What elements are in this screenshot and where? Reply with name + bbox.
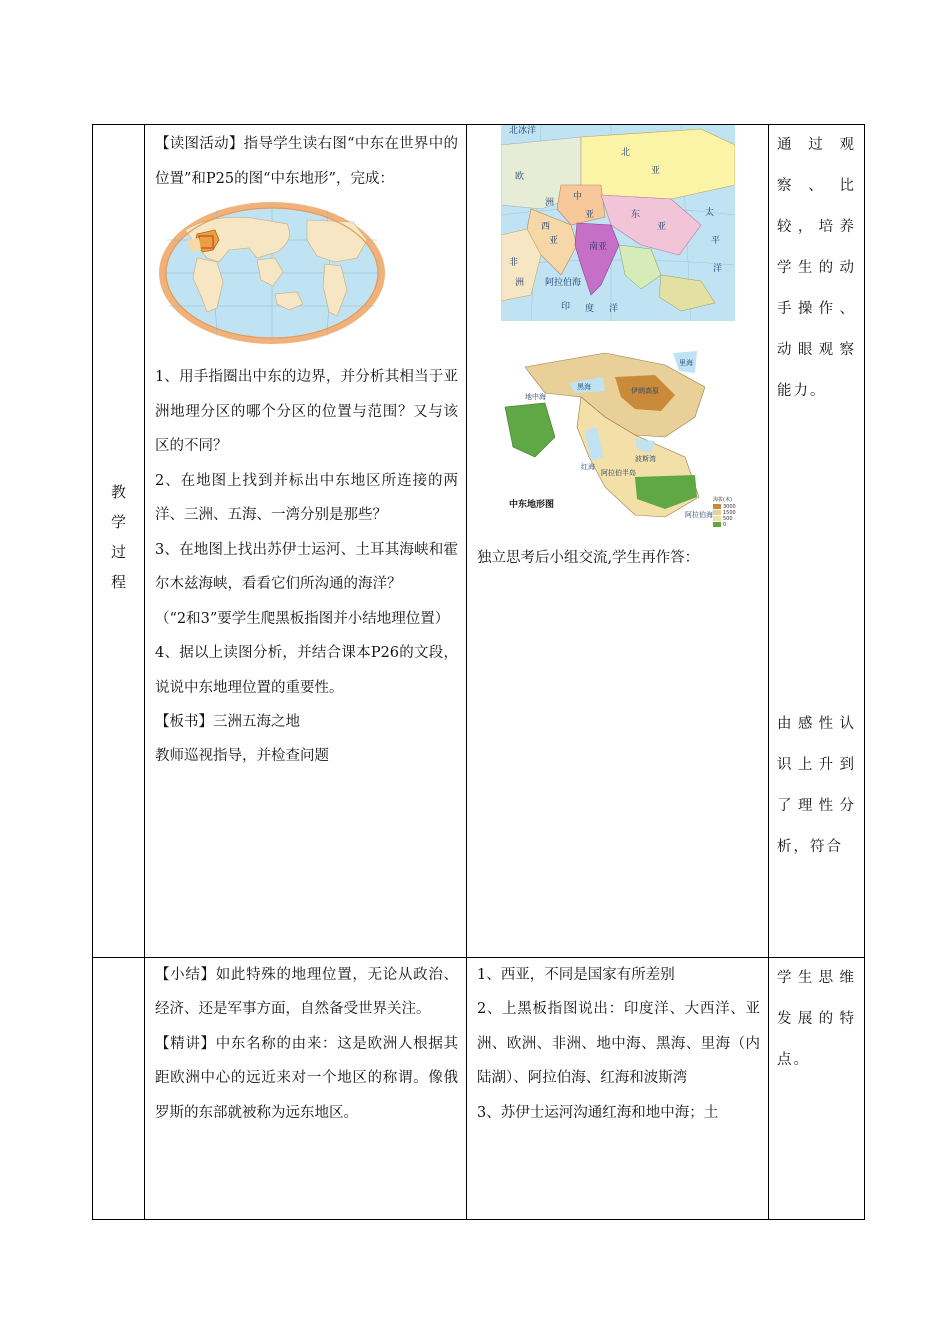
svg-text:阿拉伯海: 阿拉伯海 [545,278,582,288]
teacher-activity-cell [145,125,467,958]
intent-line: 较，培养 [777,219,856,235]
svg-text:东: 东 [631,210,641,220]
lesson-table [92,124,865,1220]
svg-text:印: 印 [561,302,571,312]
svg-text:洋: 洋 [609,304,619,314]
intent-line: 识上升到 [777,757,856,773]
stage-char: 过 [110,543,126,561]
question-2: 2、在地图上找到并标出中东地区所连接的两洋、三洲、五海、一湾分别是那些？ [155,472,458,523]
lecture-text: 【精讲】中东名称的由来：这是欧洲人根据其距欧洲中心的远近来对一个地区的称谓。像俄罗斯的东部就被称为远东地区。 [155,1035,458,1121]
question-4: 4、据以上读图分析，并结合课本P26的文段，说说中东地理位置的重要性。 [155,645,458,696]
intent-line: 学生的动 [777,260,856,276]
svg-text:亚: 亚 [549,236,559,246]
svg-text:非: 非 [509,258,519,268]
asia-map-figure [501,125,735,321]
answer-3: 3、苏伊士运河沟通红海和地中海；土 [477,1104,719,1121]
stage-char: 教 [110,483,126,501]
svg-text:0: 0 [723,522,727,528]
svg-text:1500: 1500 [723,510,736,516]
stage-cell-empty [93,957,145,1219]
terrain-map-title: 中东地形图 [509,500,555,510]
reading-activity-intro: 【读图活动】指导学生读右图“中东在世界中的位置”和P25的图“中东地形”，完成： [155,136,458,187]
svg-text:亚: 亚 [585,210,595,220]
svg-text:度: 度 [585,304,595,314]
svg-text:亚: 亚 [657,222,667,232]
svg-text:500: 500 [723,516,733,522]
answer-1: 1、西亚，不同是国家有所差别 [477,966,675,983]
student-answers-cell [467,957,769,1219]
intent-line: 学生思维 [777,969,856,986]
question-3: 3、在地图上找出苏伊士运河、土耳其海峡和霍尔木兹海峡，看看它们所沟通的海洋？ [155,541,458,592]
intent-line: 手操作、 [777,301,856,317]
intent-line: 发展的特 [777,1010,856,1027]
svg-text:亚: 亚 [651,166,661,176]
svg-text:欧: 欧 [515,172,525,182]
design-intent-cell-2 [769,957,865,1219]
intent-line: 动眼观察 [777,342,856,358]
middle-east-terrain-map-figure [485,347,741,537]
svg-text:海拔(米): 海拔(米) [713,497,732,503]
teacher-summary-cell [145,957,467,1219]
svg-text:北冰洋: 北冰洋 [509,126,537,136]
svg-text:洲: 洲 [515,278,525,288]
summary-text: 【小结】如此特殊的地理位置，无论从政治、经济、还是军事方面，自然备受世界关注。 [155,966,458,1018]
answer-2: 2、上黑板指图说出：印度洋、大西洋、亚洲、欧洲、非洲、地中海、黑海、里海（内陆湖）、阿拉伯海、红海和波斯湾 [477,1001,760,1087]
question-2-3-note: （“2和3”要学生爬黑板指图并小结地理位置） [155,610,450,627]
svg-text:地中海: 地中海 [525,393,546,401]
svg-text:中: 中 [573,192,583,202]
svg-text:3000: 3000 [723,504,736,510]
svg-text:里海: 里海 [679,359,693,367]
svg-text:黑海: 黑海 [577,383,591,391]
svg-text:伊朗高原: 伊朗高原 [631,387,659,395]
board-note: 【板书】三洲五海之地 [155,714,300,730]
row-teaching-process [93,125,865,958]
svg-text:西: 西 [541,222,551,232]
svg-text:洲: 洲 [545,198,555,208]
stage-cell [93,125,145,958]
design-intent-cell [769,125,865,958]
row-summary [93,957,865,1219]
stage-label [93,477,144,597]
svg-text:红海: 红海 [581,463,595,471]
svg-text:平: 平 [711,236,721,246]
intent-line: 点。 [777,1051,810,1068]
world-map-figure [157,200,387,346]
stage-char: 学 [110,513,126,531]
intent-line: 察、比 [777,178,856,194]
svg-text:洋: 洋 [713,264,723,274]
svg-text:南亚: 南亚 [589,242,608,252]
intent-line: 能力。 [777,383,827,399]
intent-line: 由感性认 [777,716,856,732]
svg-text:阿拉伯半岛: 阿拉伯半岛 [601,469,636,477]
svg-text:北: 北 [621,148,631,158]
intent-line: 析，符合 [777,839,843,855]
svg-text:阿拉伯海: 阿拉伯海 [685,511,713,519]
svg-text:波斯湾: 波斯湾 [635,455,656,463]
stage-char: 程 [110,573,126,591]
intent-line: 了理性分 [777,798,856,814]
question-1: 1、用手指圈出中东的边界，并分析其相当于亚洲地理分区的哪个分区的位置与范围？又与该区的不同？ [155,369,458,454]
svg-text:太: 太 [705,208,715,218]
teacher-note: 教师巡视指导，并检查问题 [155,748,329,764]
student-activity-cell [467,125,769,958]
intent-line: 通过观 [777,137,856,153]
student-answer-intro: 独立思考后小组交流,学生再作答： [477,550,700,566]
